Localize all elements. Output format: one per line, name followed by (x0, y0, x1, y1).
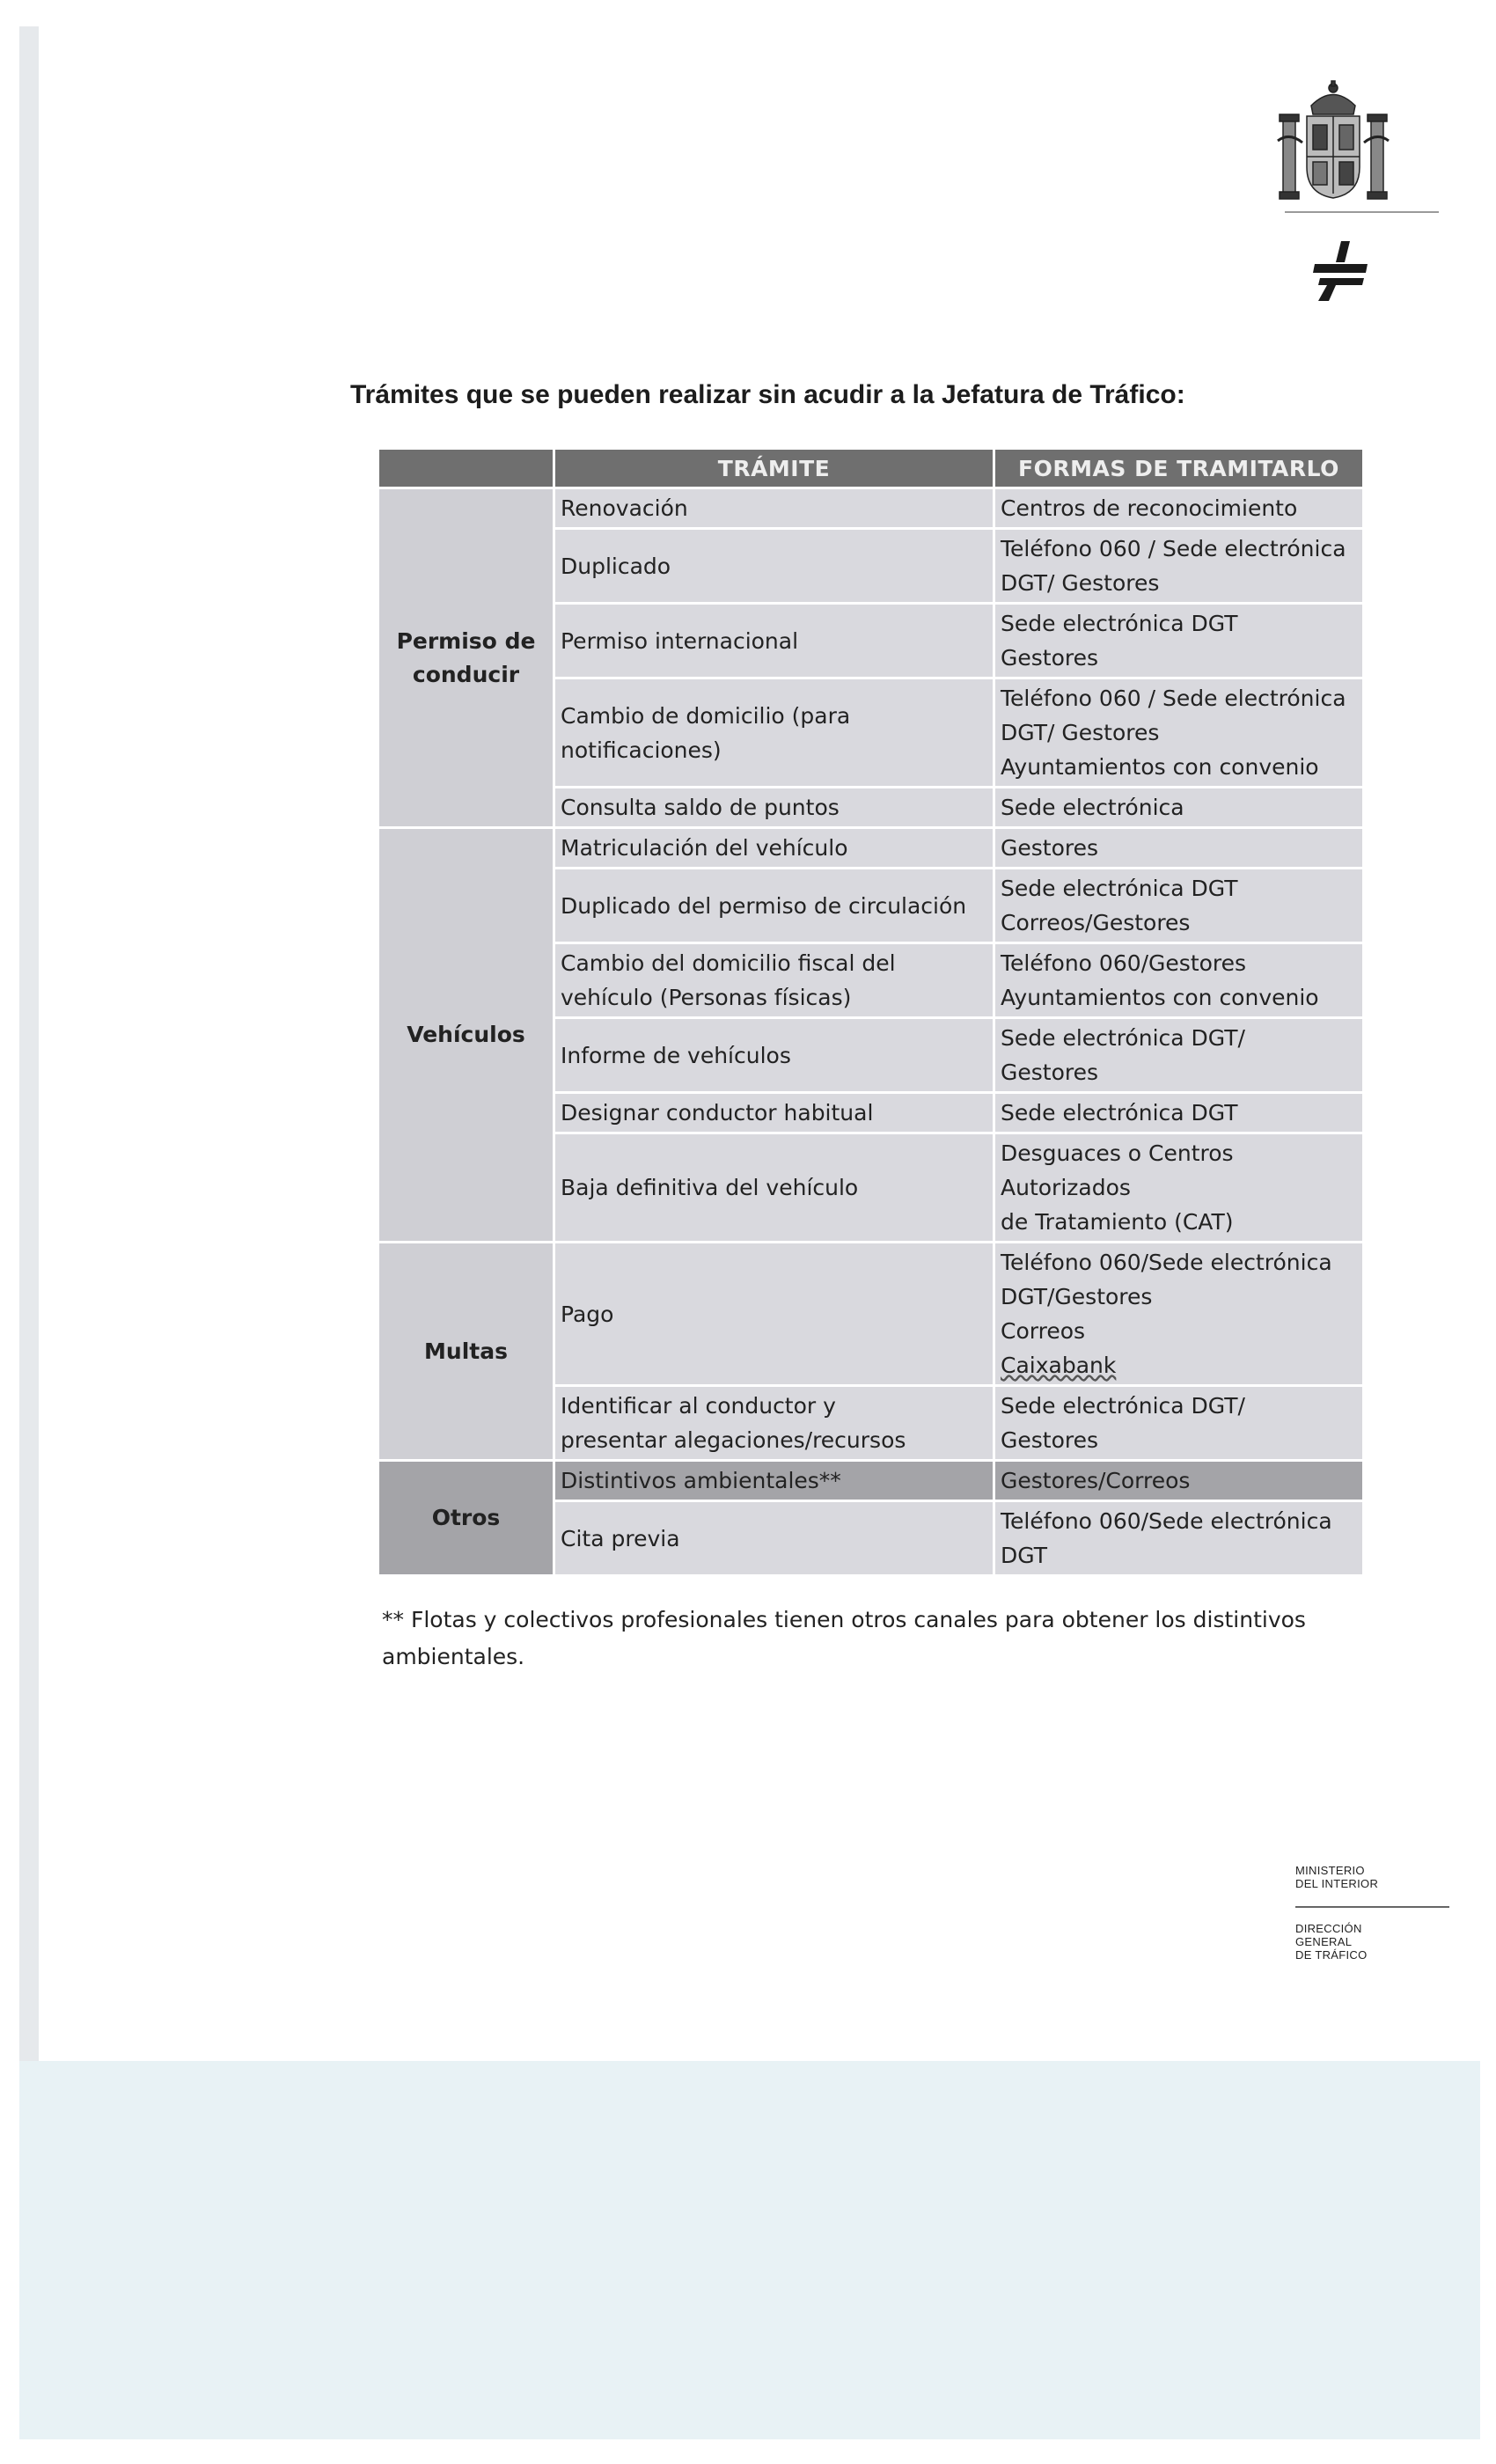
formas-text: Teléfono 060 / Sede electrónica (1001, 686, 1346, 711)
tramite-text: Identificar al conductor y (561, 1393, 836, 1419)
formas-cell (994, 1133, 1364, 1243)
tramite-text: vehículo (Personas físicas) (561, 985, 852, 1010)
table-row (378, 1461, 1364, 1501)
tramite-text: Matriculación del vehículo (561, 835, 848, 861)
directorate-line: DIRECCIÓN (1295, 1922, 1362, 1935)
category-label: Otros (431, 1505, 501, 1530)
formas-cell (994, 529, 1364, 604)
formas-cell (994, 1093, 1364, 1133)
tramite-text: Consulta saldo de puntos (561, 795, 840, 820)
tramite-cell (554, 1243, 994, 1386)
ministry-name (1295, 1864, 1378, 1890)
tramite-cell (554, 678, 994, 788)
formas-text: Gestores (1001, 1427, 1099, 1453)
formas-cell (994, 1501, 1364, 1576)
tramite-cell (554, 828, 994, 869)
formas-text: Desguaces o Centros (1001, 1140, 1234, 1166)
formas-cell (994, 869, 1364, 943)
scan-background (19, 2061, 1480, 2439)
formas-text: Gestores/Correos (1001, 1468, 1191, 1493)
formas-text: Teléfono 060 / Sede electrónica (1001, 536, 1346, 561)
formas-text: DGT (1001, 1543, 1048, 1568)
formas-cell (994, 488, 1364, 529)
tramite-text: Informe de vehículos (561, 1042, 791, 1068)
formas-text: DGT/ Gestores (1001, 720, 1160, 745)
directorate-name (1295, 1922, 1368, 1962)
ministry-divider (1295, 1906, 1449, 1908)
formas-cell (994, 604, 1364, 678)
formas-text: Sede electrónica DGT (1001, 876, 1238, 901)
tramite-text: Cambio de domicilio (para (561, 702, 851, 729)
tramite-text: Designar conductor habitual (561, 1100, 874, 1126)
formas-cell (994, 788, 1364, 828)
formas-text: Teléfono 060/Sede electrónica (1001, 1250, 1332, 1275)
tramite-cell (554, 529, 994, 604)
tramite-text: Cambio del domicilio fiscal del (561, 950, 896, 976)
tramite-cell (554, 788, 994, 828)
header-divider (1285, 211, 1439, 213)
formas-text: Autorizados (1001, 1175, 1131, 1200)
tramite-cell (554, 604, 994, 678)
scan-margin (19, 2439, 1480, 2464)
formas-text: Correos (1001, 1318, 1086, 1344)
page-title: Trámites que se pueden realizar sin acudir a la Jefatura de Tráfico: (350, 380, 1185, 409)
procedures-table-container (377, 447, 1362, 1577)
dgt-logo-icon (1309, 239, 1371, 303)
tramite-text: Permiso internacional (561, 627, 799, 654)
header-formas: FORMAS DE TRAMITARLO (994, 449, 1364, 488)
tramite-cell (554, 869, 994, 943)
tramite-cell (554, 943, 994, 1018)
category-cell (378, 1243, 554, 1461)
formas-cell (994, 1018, 1364, 1093)
formas-text: Sede electrónica DGT (1001, 611, 1238, 636)
formas-text: Sede electrónica DGT/ (1001, 1025, 1245, 1051)
tramite-text: Duplicado (561, 553, 671, 579)
formas-cell (994, 678, 1364, 788)
formas-text: Teléfono 060/Gestores (1001, 950, 1247, 976)
category-label: Vehículos (407, 1022, 525, 1047)
ministry-line: DEL INTERIOR (1295, 1877, 1379, 1890)
table-body (378, 488, 1364, 1576)
formas-text: Centros de reconocimiento (1001, 495, 1298, 521)
tramite-text: Renovación (561, 495, 688, 521)
category-label: Multas (424, 1338, 508, 1364)
footnote: ** Flotas y colectivos profesionales tienen otros canales para obtener los distintivos ambientales. (382, 1607, 1306, 1669)
tramite-text: Distintivos ambientales** (561, 1468, 841, 1493)
tramite-text: notificaciones) (561, 737, 722, 763)
category-cell (378, 488, 554, 828)
directorate-line: GENERAL (1295, 1935, 1353, 1948)
tramite-text: Duplicado del permiso de circulación (561, 892, 967, 919)
table-header-row (378, 449, 1364, 488)
header-category (378, 449, 554, 488)
ministry-line: MINISTERIO (1295, 1864, 1365, 1877)
formas-text: Gestores (1001, 835, 1099, 861)
formas-text: Sede electrónica DGT (1001, 1100, 1238, 1126)
tramite-cell (554, 1386, 994, 1461)
spain-coat-of-arms-icon (1276, 79, 1390, 202)
formas-cell (994, 1243, 1364, 1386)
formas-text: DGT/ Gestores (1001, 570, 1160, 596)
formas-text: Teléfono 060/Sede electrónica (1001, 1508, 1332, 1534)
tramite-text: Cita previa (561, 1525, 680, 1551)
formas-text: Ayuntamientos con convenio (1001, 754, 1319, 780)
category-cell (378, 828, 554, 1243)
category-label: Permiso de (396, 627, 536, 654)
header-tramite: TRÁMITE (554, 449, 994, 488)
formas-cell (994, 1386, 1364, 1461)
tramite-cell (554, 1501, 994, 1576)
formas-cell (994, 1461, 1364, 1501)
tramite-cell (554, 488, 994, 529)
tramite-text: Pago (561, 1301, 614, 1327)
formas-cell (994, 943, 1364, 1018)
formas-text: Gestores (1001, 1060, 1099, 1085)
formas-text: DGT/Gestores (1001, 1284, 1153, 1309)
formas-text: Caixabank (1001, 1353, 1117, 1378)
category-label: conducir (412, 661, 520, 687)
formas-cell (994, 828, 1364, 869)
directorate-line: DE TRÁFICO (1295, 1948, 1368, 1962)
category-cell (378, 1461, 554, 1576)
formas-text: Gestores (1001, 645, 1099, 671)
table-row (378, 488, 1364, 529)
formas-text: Sede electrónica (1001, 795, 1184, 820)
tramite-text: presentar alegaciones/recursos (561, 1427, 906, 1453)
procedures-table (377, 447, 1365, 1577)
tramite-cell (554, 1461, 994, 1501)
tramite-cell (554, 1018, 994, 1093)
tramite-cell (554, 1093, 994, 1133)
table-row (378, 828, 1364, 869)
formas-text: Sede electrónica DGT/ (1001, 1393, 1245, 1419)
tramite-text: Baja definitiva del vehículo (561, 1175, 859, 1200)
formas-text: Ayuntamientos con convenio (1001, 985, 1319, 1010)
formas-text: Correos/Gestores (1001, 910, 1191, 935)
table-row (378, 1243, 1364, 1386)
formas-text: de Tratamiento (CAT) (1001, 1209, 1234, 1235)
tramite-cell (554, 1133, 994, 1243)
